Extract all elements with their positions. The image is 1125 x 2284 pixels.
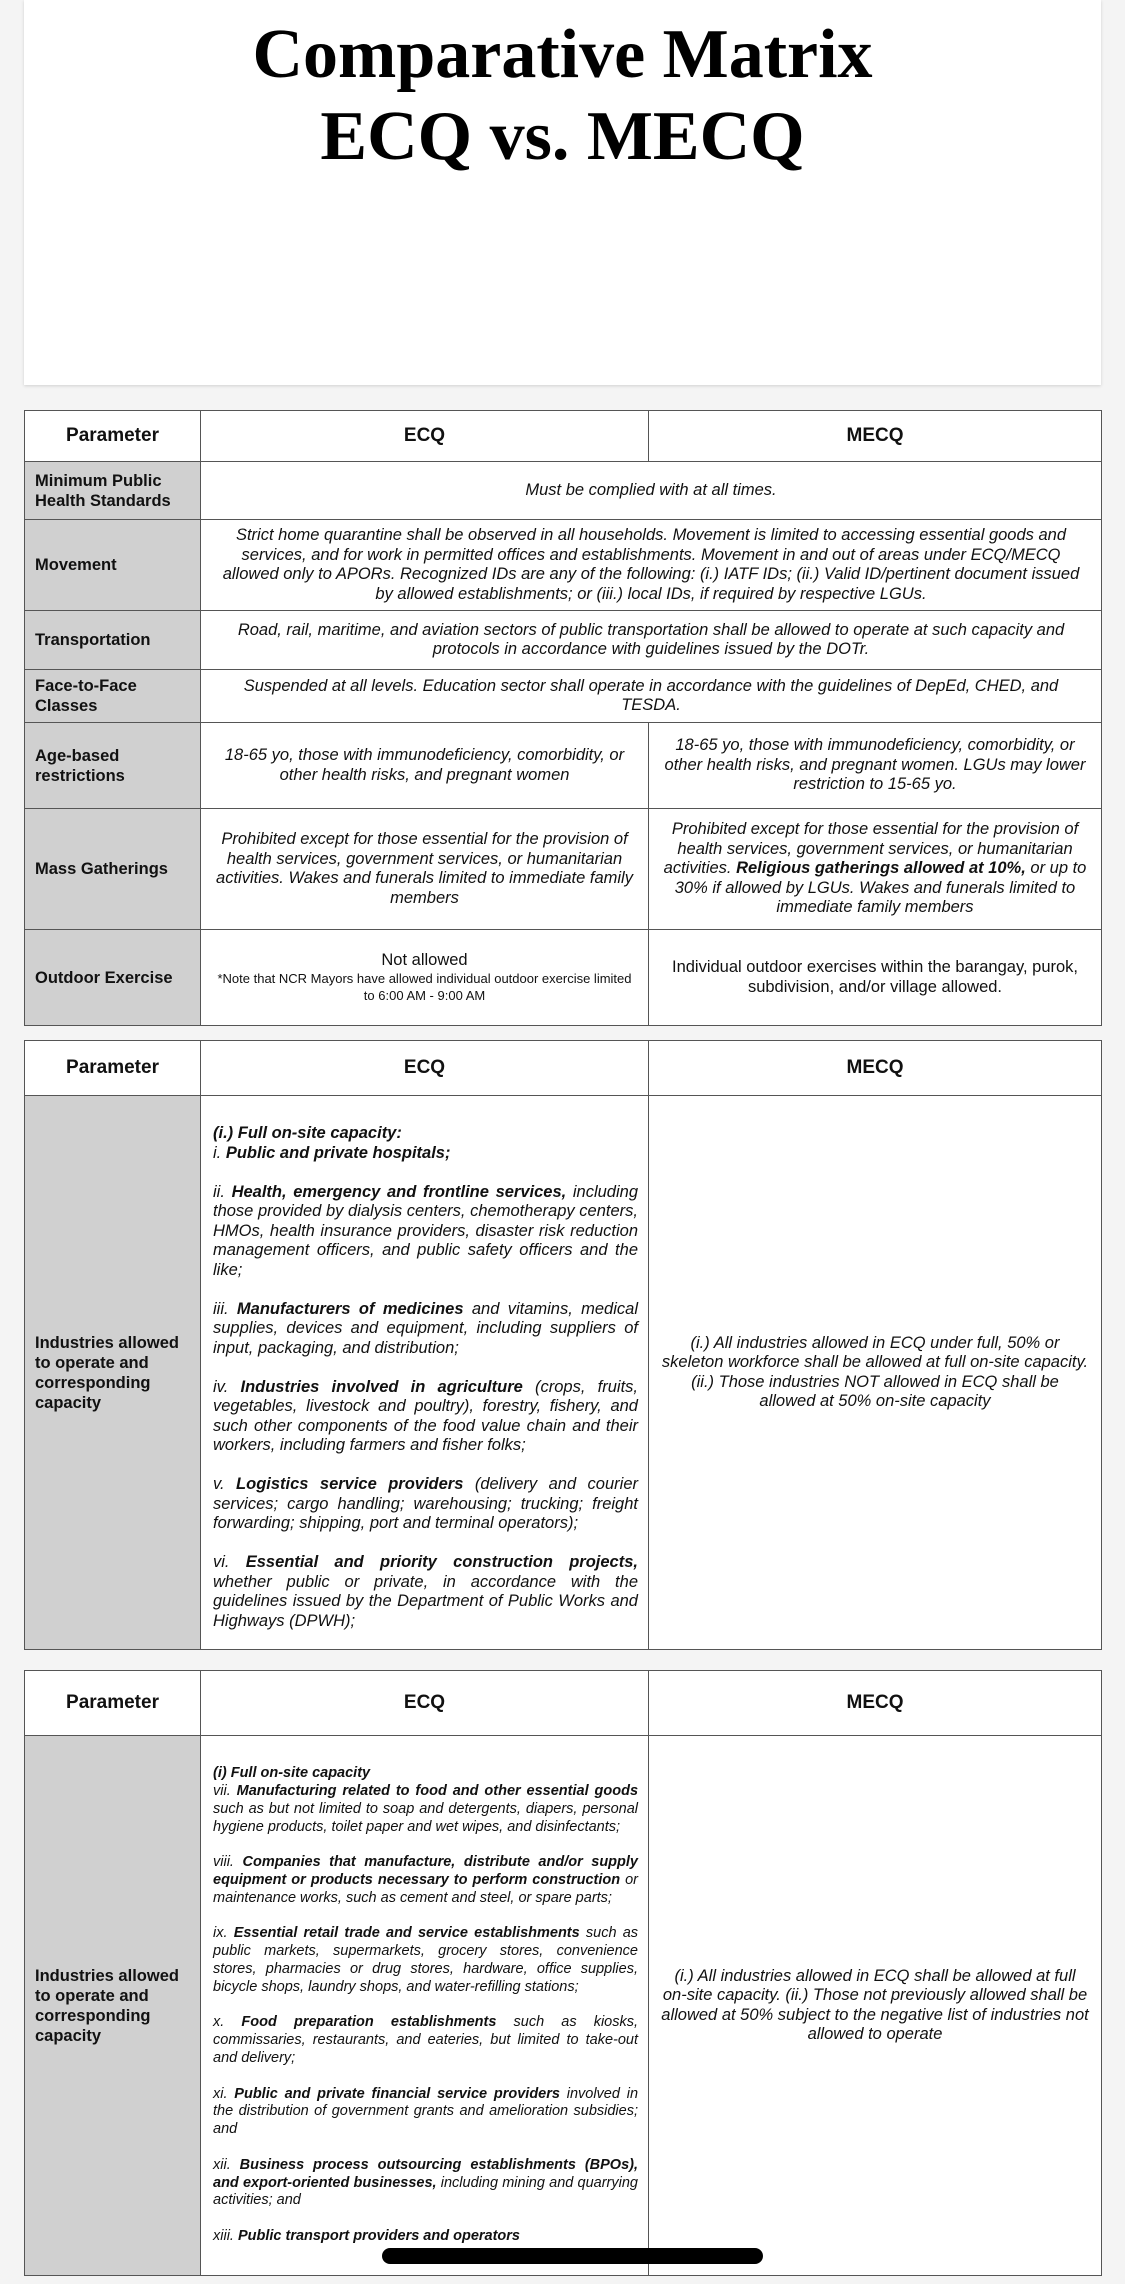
table-row [25,611,1102,670]
list-item: i. Public and private hospitals; [213,1143,451,1162]
list-item: vi. Essential and priority construction projects, whether public or private, in accordance with the guidelines issued by the Department of Public Works and Highways (DPWH); [213,1553,638,1630]
list-item: iii. Manufacturers of medicines and vitamins, medical supplies, devices and equipment, including suppliers of input, packaging, and distribution; [213,1299,638,1357]
header-mecq: MECQ [649,1041,1102,1096]
table-row [25,1736,1102,2276]
row-value-shared: Suspended at all levels. Education sector shall operate in accordance with the guidelines of DepEd, CHED, and TESDA. [201,670,1102,723]
header-ecq: ECQ [201,1041,649,1096]
row-value-ecq-list [201,1096,649,1650]
row-value-ecq [201,930,649,1026]
table-row [25,670,1102,723]
table-row [25,723,1102,809]
row-value-mecq: (i.) All industries allowed in ECQ under full, 50% or skeleton workforce shall be allowed at full on-site capacity. (ii.) Those industries NOT allowed in ECQ shall be allowed at 50% on-site capacity [649,1096,1102,1650]
mecq-text-bold: Religious gatherings allowed at 10%, [736,859,1026,878]
title-line-2: ECQ vs. MECQ [320,98,805,175]
table-row [25,1096,1102,1650]
list-item: (i.) Full on-site capacity: [213,1124,402,1142]
table-row [25,809,1102,930]
row-parameter: Industries allowed to operate and corresponding capacity [25,1096,201,1650]
row-parameter: Mass Gatherings [25,809,201,930]
comparison-table-industries-2 [24,1670,1102,2276]
list-item: vii. Manufacturing related to food and other essential goods such as but not limited to soap and detergents, diapers, personal hygiene products, toilet paper and wet wipes, and disinfectants; [213,1783,639,1835]
header-ecq: ECQ [201,411,649,462]
header-parameter: Parameter [25,411,201,462]
row-parameter: Transportation [25,611,201,670]
list-item: ix. Essential retail trade and service establishments such as public markets, supermarkets, grocery stores, convenience stores, pharmacies or drug stores, hardware, office supplies, bicycle shops, laundry shops, and water-refilling stations; [213,1925,639,1995]
list-item: (i) Full on-site capacity [213,1765,371,1782]
ecq-main-text: Not allowed [381,950,468,969]
row-value-ecq-list [201,1736,649,2276]
row-parameter: Minimum Public Health Standards [25,462,201,520]
row-parameter: Movement [25,520,201,611]
mecq-text-after: or up to 30% if allowed by LGUs. Wakes and funerals limited to immediate family members [674,859,1087,917]
table-row [25,930,1102,1026]
title-page [24,0,1101,385]
home-indicator[interactable] [382,2248,763,2264]
header-mecq: MECQ [649,1671,1102,1736]
comparison-table-general [24,410,1102,1026]
title-line-1: Comparative Matrix [252,16,873,93]
list-item: viii. Companies that manufacture, distribute and/or supply equipment or products necessary to perform construction or maintenance works, such as cement and steel, or spare parts; [213,1854,638,1906]
comparison-table-industries-1 [24,1040,1102,1650]
header-mecq: MECQ [649,411,1102,462]
row-value-shared: Must be complied with at all times. [201,462,1102,520]
list-item: ii. Health, emergency and frontline services, including those provided by dialysis centers, chemotherapy centers, HMOs, health insurance providers, disaster risk reduction management officers, and public safety officers and the like; [213,1182,639,1279]
row-parameter: Face-to-Face Classes [25,670,201,723]
row-value-shared: Road, rail, maritime, and aviation sectors of public transportation shall be allowed to operate at such capacity and protocols in accordance with guidelines issued by the DOTr. [201,611,1102,670]
list-item: xi. Public and private financial service providers involved in the distribution of government grants and amelioration subsidies; and [213,2085,639,2138]
row-value-mecq: Individual outdoor exercises within the barangay, purok, subdivision, and/or village allowed. [649,930,1102,1026]
row-value-ecq: 18-65 yo, those with immunodeficiency, comorbidity, or other health risks, and pregnant women [201,723,649,809]
list-item: xii. Business process outsourcing establishments (BPOs), and export-oriented businesses, including mining and quarrying activities; and [213,2156,638,2209]
list-item: x. Food preparation establishments such as kiosks, commissaries, restaurants, and eateries, but limited to take-out and delivery; [213,2014,639,2066]
row-value-ecq: Prohibited except for those essential for the provision of health services, government services, or humanitarian activities. Wakes and funerals limited to immediate family members [201,809,649,930]
mecq-text-before: Prohibited except for those essential for the provision of health services, government services, or humanitarian activities. [663,820,1079,878]
row-parameter: Outdoor Exercise [25,930,201,1026]
row-value-shared: Strict home quarantine shall be observed in all households. Movement is limited to accessing essential goods and services, and for work in permitted offices and establishments. Movement in and out of areas under ECQ/MECQ allowed only to APORs. Recognized IDs are any of the following: (i.) IATF IDs; (ii.) Valid ID/pertinent document issued by allowed establishments; or (iii.) local IDs, if required by respective LGUs. [201,520,1102,611]
header-parameter: Parameter [25,1671,201,1736]
header-ecq: ECQ [201,1671,649,1736]
row-parameter: Age-based restrictions [25,723,201,809]
header-parameter: Parameter [25,1041,201,1096]
table-row [25,462,1102,520]
table-row [25,520,1102,611]
row-value-mecq: (i.) All industries allowed in ECQ shall be allowed at full on-site capacity. (ii.) Those not previously allowed shall be allowed at 50% subject to the negative list of industries not allowed to operate [649,1736,1102,2276]
row-value-mecq: 18-65 yo, those with immunodeficiency, comorbidity, or other health risks, and pregnant women. LGUs may lower restriction to 15-65 yo. [649,723,1102,809]
list-item: iv. Industries involved in agriculture (crops, fruits, vegetables, livestock and poultry), forestry, fishery, and such other components of the food value chain and their workers, including farmers and fisher folks; [213,1377,638,1454]
list-item: v. Logistics service providers (delivery and courier services; cargo handling; warehousing; trucking; freight forwarding; shipping, port and terminal operators); [213,1475,638,1532]
row-value-mecq [649,809,1102,930]
row-parameter: Industries allowed to operate and corresponding capacity [25,1736,201,2276]
ecq-note-text: *Note that NCR Mayors have allowed individual outdoor exercise limited to 6:00 AM - 9:00 AM [217,971,632,1004]
list-item: xiii. Public transport providers and operators [213,2227,520,2244]
